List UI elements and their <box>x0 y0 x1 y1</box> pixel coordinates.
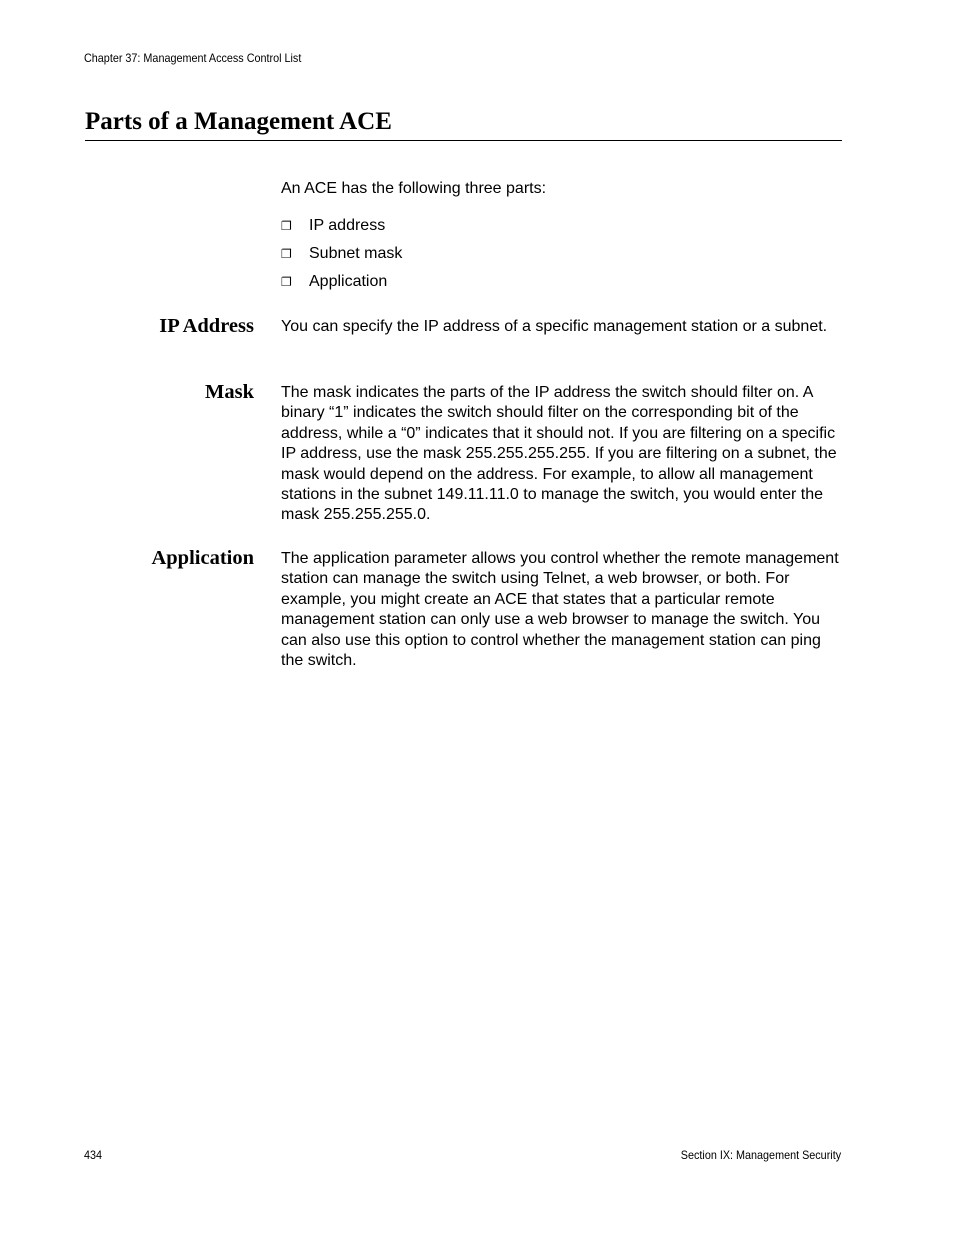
list-item <box>281 272 402 300</box>
checkbox-square-icon: ❐ <box>281 219 292 233</box>
checkbox-square-icon: ❐ <box>281 275 292 289</box>
section-text-ip-address: You can specify the IP address of a specific management station or a subnet. <box>281 318 828 335</box>
running-header: Chapter 37: Management Access Control List <box>84 51 302 65</box>
section-text-mask: The mask indicates the parts of the IP address the switch should filter on. A binary “1” indicates the switch should filter on the corresponding bit of the address, while a “0” indicates that it should not. If you are filtering on a specific IP address, use the mask 255.255.255.255. If you are filtering on a subnet, the mask would depend on the address. For example, to allow all management stations in the subnet 149.11.11.0 to manage the switch, you would enter the mask 255.255.255.0. <box>281 384 837 524</box>
list-item-label: Application <box>309 273 388 290</box>
intro-paragraph: An ACE has the following three parts: <box>281 180 547 197</box>
list-item-label: IP address <box>309 217 386 234</box>
checkbox-square-icon: ❐ <box>281 247 292 261</box>
list-item-label: Subnet mask <box>309 245 403 262</box>
section-heading-mask: Mask <box>205 381 254 403</box>
title-underline <box>85 140 842 141</box>
parts-list <box>281 216 402 300</box>
page-number: 434 <box>84 1148 103 1162</box>
section-heading-ip-address: IP Address <box>159 315 254 337</box>
list-item <box>281 244 402 272</box>
section-heading-application: Application <box>151 547 254 569</box>
section-text-application: The application parameter allows you control whether the remote management station can manage the switch using Telnet, a web browser, or both. For example, you might create an ACE that states that a particular remote management station can only use a web browser to manage the switch. You can also use this option to control whether the management station can ping the switch. <box>281 550 839 670</box>
list-item <box>281 216 402 244</box>
running-footer-section: Section IX: Management Security <box>680 1148 841 1162</box>
page-title: Parts of a Management ACE <box>85 108 392 135</box>
